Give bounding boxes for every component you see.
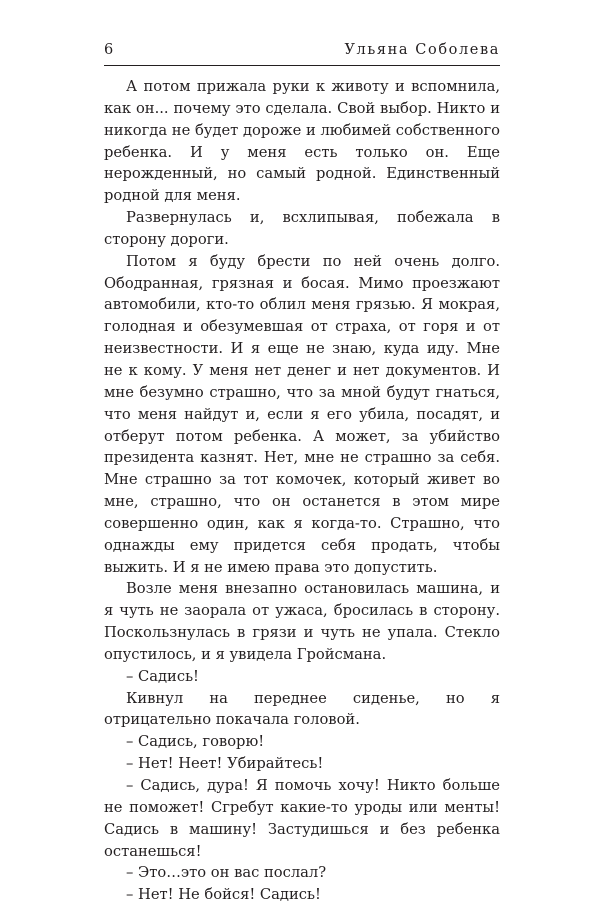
dialogue-line: – Нет! Не бойся! Садись! [126,886,321,904]
dialogue-line: – Это…это он вас послал? [126,864,327,882]
dialogue-line: – Садись, говорю! [126,733,265,751]
paragraph: Кивнул на переднее сиденье, но я отрицательно покачала головой. [104,689,500,729]
paragraph: Развернулась и, всхлипывая, побежала в сторону дороги. [104,209,500,248]
dialogue-line: – Садись! [126,667,199,685]
page-number: 6 [104,42,114,58]
paragraph: Потом я буду брести по ней очень долго. Ободранная, грязная и босая. Мимо проезжают автомобили, кто-то облил меня грязью. Я мокрая, голодная и обезумевшая от страха, от горя и от неизвестности. И я еще не знаю, куда иду. Мне не к кому. У меня нет денег и нет документов. И мне безумно страшно, что за мной будут гнаться, что меня найдут и, если я его убила, посадят, и отберут потом ребенка. А может, за убийство президента казнят. Нет, мне не страшно за себя. Мне страшно за тот комочек, который живет во мне, страшно, что он останется в этом мире совершенно один, как я когда-то. Страшно, что однажды ему придется себя продать, чтобы выжить. И я не имею права это допустить. [104,252,500,576]
page-header [104,40,500,66]
running-head-author: Ульяна Соболева [344,42,500,58]
dialogue-line: – Нет! Неет! Убирайтесь! [126,755,324,773]
paragraph: Возле меня внезапно остановилась машина, и я чуть не заорала от ужаса, бросилась в сторону. Поскользнулась в грязи и чуть не упала. Стекло опустилось, и я увидела Гройсмана. [104,580,500,663]
body-text [104,76,500,906]
paragraph: А потом прижала руки к животу и вспомнила, как он... почему это сделала. Свой выбор. Никто и никогда не будет дороже и любимей собственного ребенка. И у меня есть только он. Еще нерожденный, но самый родной. Единственный родной для меня. [104,78,500,205]
header-rule [104,65,500,66]
dialogue-line: – Садись, дура! Я помочь хочу! Никто больше не поможет! Сгребут какие-то уроды или менты! Садись в машину! Застудишься и без ребенка останешься! [104,777,500,860]
